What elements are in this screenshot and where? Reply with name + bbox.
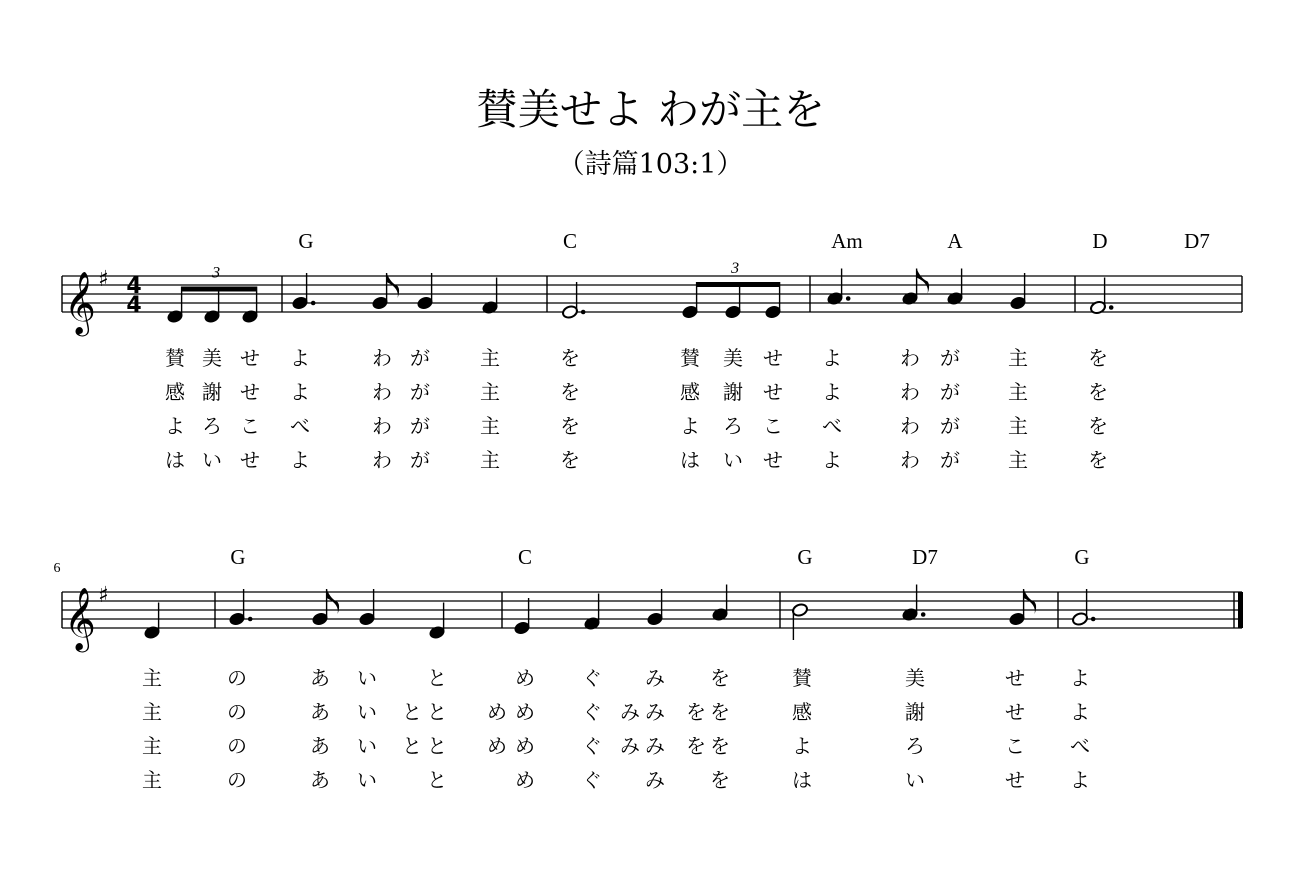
- lyric-syllable: 主: [142, 768, 162, 792]
- measure-number: 6: [53, 561, 61, 576]
- lyric-syllable: 主: [142, 734, 162, 758]
- lyric-syllable: が: [940, 448, 960, 472]
- note: [228, 589, 252, 626]
- lyric-syllable: め: [515, 768, 535, 792]
- lyric-syllable: は: [680, 448, 700, 472]
- lyric-syllable: み: [620, 700, 640, 724]
- note: [371, 273, 399, 310]
- lyric-syllable: よ: [1070, 700, 1090, 724]
- lyric-syllable: み: [645, 666, 665, 690]
- lyric-syllable: 謝: [202, 380, 222, 404]
- lyric-syllable: わ: [372, 346, 392, 370]
- lyric-syllable: こ: [1005, 734, 1025, 758]
- chord-symbol: G: [797, 545, 813, 569]
- lyric-syllable: わ: [372, 448, 392, 472]
- lyric-syllable: を: [560, 448, 580, 472]
- augmentation-dot: [846, 296, 851, 301]
- lyric-syllable: 主: [480, 414, 500, 438]
- lyric-syllable: を: [710, 700, 730, 724]
- key-sharp-icon: ♯: [98, 583, 109, 608]
- lyric-syllable: せ: [1005, 768, 1025, 792]
- eighth-flag: [917, 269, 930, 294]
- chord-symbol: Am: [831, 229, 863, 253]
- lyric-syllable: 美: [905, 666, 925, 690]
- lyric-syllable: が: [410, 346, 430, 370]
- note: [1071, 589, 1095, 626]
- lyric-syllable: は: [792, 768, 812, 792]
- note: [583, 594, 600, 631]
- lyric-syllable: み: [645, 734, 665, 758]
- lyric-syllable: い: [905, 768, 925, 792]
- note: [1008, 589, 1036, 626]
- augmentation-dot: [1109, 305, 1114, 310]
- chord-symbol: C: [517, 545, 533, 569]
- lyric-syllable: よ: [290, 380, 310, 404]
- augmentation-dot: [921, 612, 926, 617]
- lyric-syllable: 感: [792, 700, 812, 724]
- note: [791, 603, 808, 640]
- lyric-syllable: が: [940, 346, 960, 370]
- note: [826, 269, 850, 306]
- lyric-syllable: 謝: [723, 380, 743, 404]
- tuplet-label: 3: [731, 260, 740, 277]
- staff-system-1: [62, 264, 1242, 337]
- chord-symbol: G: [230, 545, 246, 569]
- lyric-syllable: 感: [165, 380, 185, 404]
- note: [166, 287, 183, 324]
- lyric-syllable: が: [940, 380, 960, 404]
- note: [513, 598, 530, 635]
- note: [291, 273, 315, 310]
- lyric-syllable: い: [357, 768, 377, 792]
- lyric-syllable: ぐ: [582, 768, 602, 792]
- chord-symbol: D7: [1184, 229, 1210, 253]
- lyric-syllable: と: [402, 734, 422, 758]
- lyric-syllable: あ: [310, 700, 330, 724]
- augmentation-dot: [581, 310, 586, 315]
- note: [1089, 278, 1113, 315]
- lyric-syllable: い: [202, 448, 222, 472]
- chord-symbol: D7: [912, 545, 938, 569]
- chord-symbol: G: [1074, 545, 1090, 569]
- treble-clef-icon: 𝄞: [64, 587, 96, 650]
- lyric-syllable: を: [560, 346, 580, 370]
- lyric-syllable: は: [165, 448, 185, 472]
- lyric-syllable: を: [710, 734, 730, 758]
- time-signature-top: 4: [126, 274, 142, 299]
- lyric-syllable: わ: [900, 448, 920, 472]
- augmentation-dot: [1091, 617, 1096, 622]
- note: [724, 282, 741, 319]
- lyric-syllable: の: [227, 734, 247, 758]
- chord-symbol: A: [947, 229, 963, 253]
- lyric-syllable: を: [686, 700, 706, 724]
- lyric-syllable: こ: [240, 414, 260, 438]
- lyric-syllable: こ: [763, 414, 783, 438]
- lyric-syllable: み: [645, 700, 665, 724]
- lyric-syllable: い: [723, 448, 743, 472]
- lyric-syllable: せ: [763, 346, 783, 370]
- lyric-syllable: よ: [290, 346, 310, 370]
- lyric-syllable: が: [410, 414, 430, 438]
- note: [764, 282, 781, 319]
- note: [1009, 273, 1026, 310]
- note: [946, 269, 963, 306]
- lyric-syllable: あ: [310, 734, 330, 758]
- lyric-syllable: わ: [900, 414, 920, 438]
- beam: [182, 287, 257, 292]
- treble-clef-icon: 𝄞: [64, 271, 96, 334]
- lyric-syllable: よ: [822, 346, 842, 370]
- lyric-syllable: せ: [240, 448, 260, 472]
- lyric-syllable: よ: [822, 380, 842, 404]
- lyric-syllable: め: [487, 700, 507, 724]
- lyric-syllable: よ: [290, 448, 310, 472]
- lyric-syllable: 賛: [680, 346, 700, 370]
- lyric-syllable: の: [227, 768, 247, 792]
- augmentation-dot: [248, 617, 253, 622]
- final-barline-thick: [1238, 592, 1243, 628]
- song-title: 賛美せよ わが主を: [475, 85, 826, 134]
- lyric-syllable: 主: [142, 666, 162, 690]
- lyric-syllable: せ: [763, 448, 783, 472]
- lyric-syllable: ろ: [723, 414, 743, 438]
- lyric-syllable: せ: [763, 380, 783, 404]
- lyric-syllable: あ: [310, 666, 330, 690]
- key-sharp-icon: ♯: [98, 267, 109, 292]
- lyric-syllable: 主: [1008, 414, 1028, 438]
- lyric-syllable: べ: [290, 414, 310, 438]
- lyric-syllable: い: [357, 734, 377, 758]
- lyric-syllable: い: [357, 666, 377, 690]
- note: [901, 585, 925, 622]
- lyric-syllable: い: [357, 700, 377, 724]
- lyric-syllable: せ: [240, 380, 260, 404]
- lyric-syllable: せ: [240, 346, 260, 370]
- lyric-syllable: よ: [1070, 768, 1090, 792]
- note: [358, 589, 375, 626]
- chord-symbol: D: [1092, 229, 1108, 253]
- lyric-syllable: よ: [165, 414, 185, 438]
- beam: [697, 282, 780, 287]
- lyric-syllable: を: [710, 768, 730, 792]
- note: [901, 269, 929, 306]
- note: [711, 585, 728, 622]
- lyric-syllable: 主: [480, 346, 500, 370]
- lyric-syllable: を: [1088, 448, 1108, 472]
- note: [311, 589, 339, 626]
- lyric-syllable: よ: [792, 734, 812, 758]
- note: [416, 273, 433, 310]
- lyric-syllable: ぐ: [582, 666, 602, 690]
- note: [481, 278, 498, 315]
- lyric-syllable: ろ: [905, 734, 925, 758]
- lyric-syllable: わ: [372, 380, 392, 404]
- chord-symbol: G: [298, 229, 314, 253]
- lyric-syllable: と: [402, 700, 422, 724]
- augmentation-dot: [311, 301, 316, 306]
- lyric-syllable: せ: [1005, 700, 1025, 724]
- lyric-syllable: を: [560, 380, 580, 404]
- lyric-syllable: と: [427, 700, 447, 724]
- lyric-syllable: 主: [1008, 448, 1028, 472]
- lyric-syllable: 主: [1008, 346, 1028, 370]
- note: [428, 603, 445, 640]
- lyric-syllable: 美: [202, 346, 222, 370]
- note: [681, 282, 698, 319]
- lyric-syllable: ろ: [202, 414, 222, 438]
- lyric-syllable: 主: [142, 700, 162, 724]
- lyric-syllable: が: [410, 448, 430, 472]
- lyric-syllable: せ: [1005, 666, 1025, 690]
- lyric-syllable: ぐ: [582, 700, 602, 724]
- lyric-syllable: あ: [310, 768, 330, 792]
- chord-symbol: C: [562, 229, 578, 253]
- lyric-syllable: み: [620, 734, 640, 758]
- note: [241, 287, 258, 324]
- note: [561, 282, 585, 319]
- lyric-syllable: と: [427, 666, 447, 690]
- lyric-syllable: 賛: [792, 666, 812, 690]
- lyric-syllable: よ: [680, 414, 700, 438]
- lyric-syllable: わ: [900, 346, 920, 370]
- lyric-syllable: め: [515, 734, 535, 758]
- lyric-syllable: べ: [822, 414, 842, 438]
- lyric-syllable: が: [940, 414, 960, 438]
- lyric-syllable: べ: [1070, 734, 1090, 758]
- lyric-syllable: を: [686, 734, 706, 758]
- lyric-syllable: め: [515, 700, 535, 724]
- lyric-syllable: と: [427, 768, 447, 792]
- note: [203, 287, 220, 324]
- lyric-syllable: ぐ: [582, 734, 602, 758]
- lyric-syllable: の: [227, 666, 247, 690]
- lyric-syllable: 主: [480, 380, 500, 404]
- lyric-syllable: の: [227, 700, 247, 724]
- lyric-syllable: 感: [680, 380, 700, 404]
- lyric-syllable: を: [1088, 346, 1108, 370]
- lyric-syllable: 美: [723, 346, 743, 370]
- lyric-syllable: め: [487, 734, 507, 758]
- lyric-syllable: を: [1088, 380, 1108, 404]
- lyric-syllable: め: [515, 666, 535, 690]
- lyric-syllable: わ: [900, 380, 920, 404]
- lyric-syllable: が: [410, 380, 430, 404]
- lyric-syllable: を: [710, 666, 730, 690]
- lyric-syllable: わ: [372, 414, 392, 438]
- lyric-syllable: よ: [822, 448, 842, 472]
- song-subtitle: （詩篇103:1）: [557, 149, 744, 180]
- lyric-syllable: 謝: [905, 700, 925, 724]
- note: [646, 589, 663, 626]
- lyric-syllable: と: [427, 734, 447, 758]
- time-signature-bottom: 4: [126, 293, 142, 318]
- lyric-syllable: 主: [1008, 380, 1028, 404]
- lyric-syllable: を: [1088, 414, 1108, 438]
- lyric-syllable: よ: [1070, 666, 1090, 690]
- note: [143, 603, 160, 640]
- lyric-syllable: を: [560, 414, 580, 438]
- tuplet-label: 3: [212, 264, 221, 282]
- lyric-syllable: 主: [480, 448, 500, 472]
- lyric-syllable: 賛: [165, 346, 185, 370]
- lyric-syllable: み: [645, 768, 665, 792]
